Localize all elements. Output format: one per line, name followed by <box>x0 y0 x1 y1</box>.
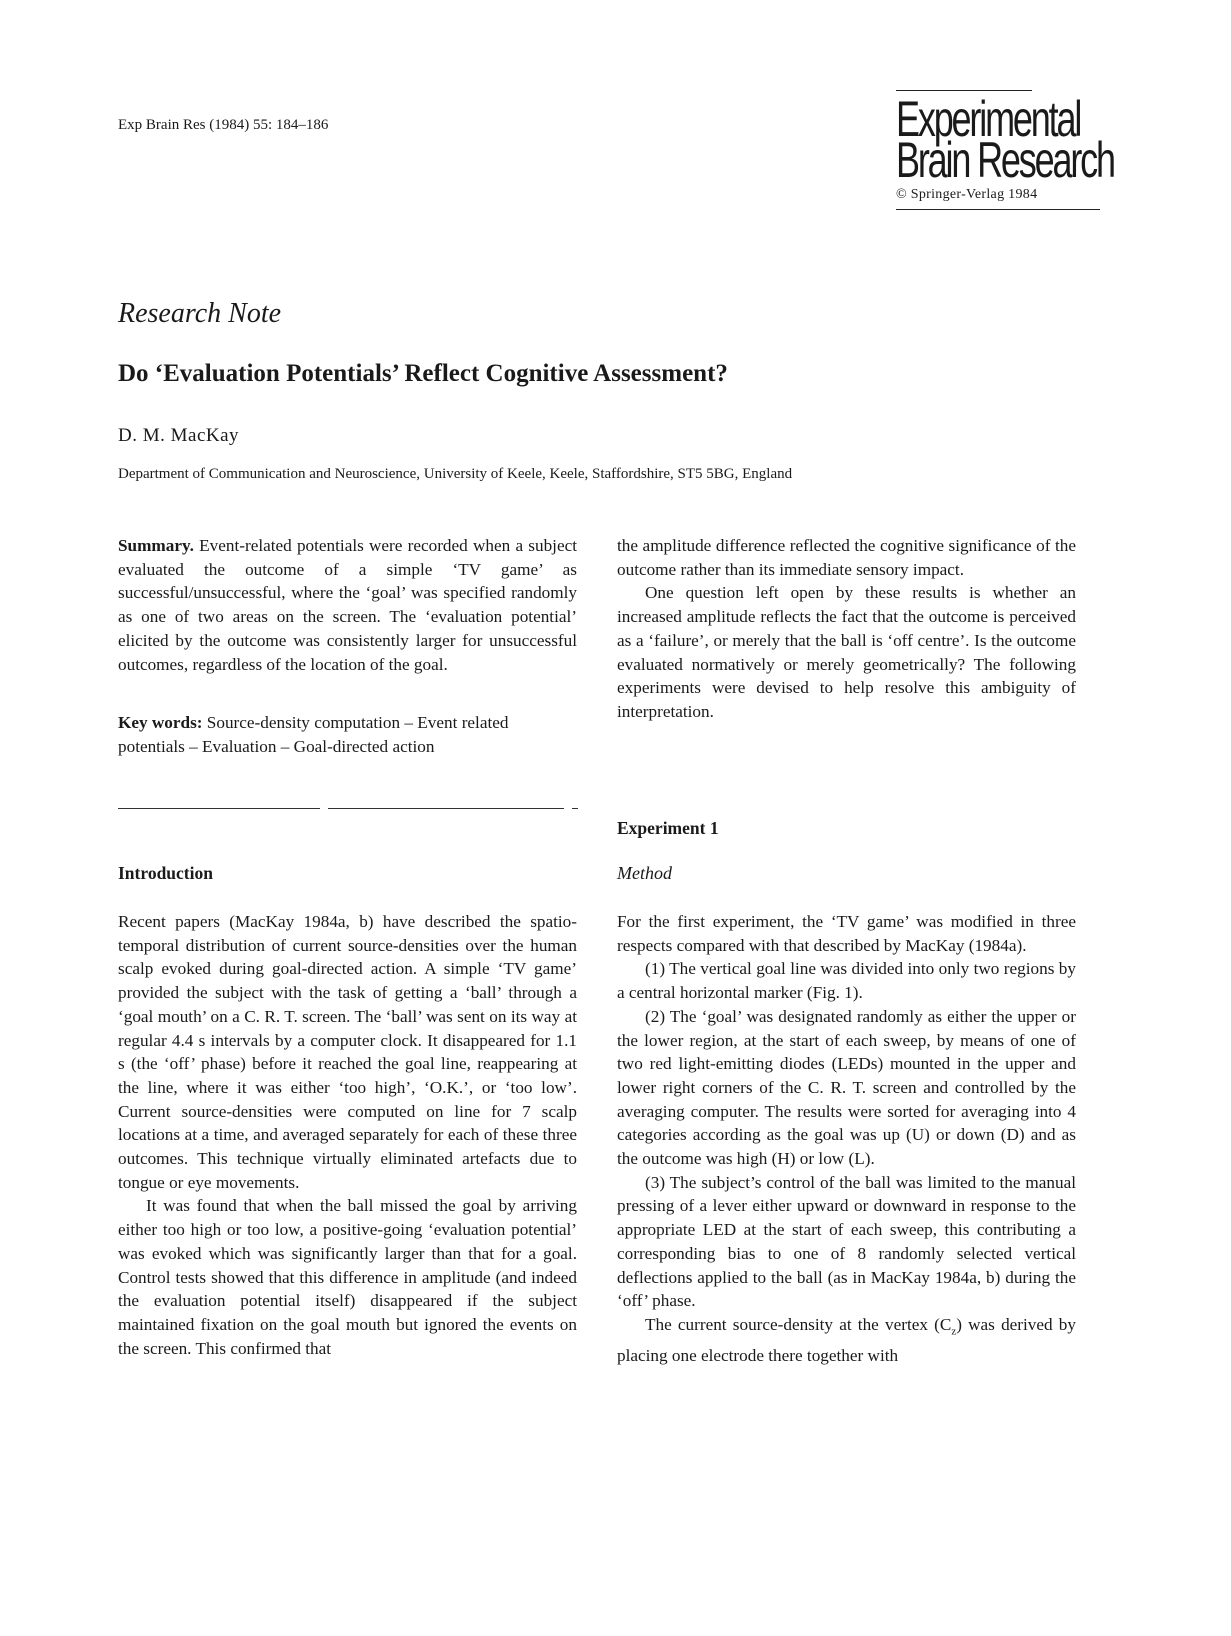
intro-paragraph-1: Recent papers (MacKay 1984a, b) have described the spatio-temporal distribution of current source-densities over the human scalp evoked during goal-directed action. A simple ‘TV game’ provided the subject with the task of getting a ‘ball’ through a ‘goal mouth’ on a C. R. T. screen. The ‘ball’ was sent on its way at regular 4.4 s intervals by a computer clock. It disappeared for 1.1 s (the ‘off’ phase) before it reached the goal line, reappearing at the line, where it was either ‘too high’, ‘O.K.’, or ‘too low’. Current source-densities were computed on line for 7 scalp locations at a time, and averaged separately for each of these three outcomes. This technique virtually eliminated artefacts due to tongue or eye movements. <box>118 912 577 1192</box>
continued-paragraph: the amplitude difference reflected the cognitive significance of the outcome rather than its immediate sensory impact. <box>617 536 1076 579</box>
intro-heading: Introduction <box>118 863 213 883</box>
journal-name-line1: Experimental <box>896 91 1081 147</box>
divider-segment <box>118 808 320 809</box>
method-paragraph-1: For the first experiment, the ‘TV game’ was modified in three respects compared with that described by MacKay (1984a). <box>617 912 1076 955</box>
section-divider <box>118 808 576 812</box>
copyright-notice: © Springer-Verlag 1984 <box>896 187 1038 202</box>
method-paragraph-3: (2) The ‘goal’ was designated randomly as either the upper or the lower region, at the start of each sweep, by means of one of two red light-emitting diodes (LEDs) mounted in the upper and lower right corners of the C. R. T. screen and controlled by the averaging computer. The results were sorted for averaging into 4 categories according as the goal was up (U) or down (D) and as the outcome was high (H) or low (L). <box>617 1006 1076 1169</box>
p5-end: ) was derived by placing one electrode there together with <box>617 1314 1076 1366</box>
keywords-label: Key words: <box>118 713 203 732</box>
p5-subscript: z <box>951 1325 957 1338</box>
p5-start: The current source-density at the vertex (C <box>645 1314 952 1334</box>
experiment1-body <box>617 910 1076 1368</box>
summary-label: Summary. <box>118 536 194 555</box>
article-title: Do ‘Evaluation Potentials’ Reflect Cognitive Assessment? <box>118 360 728 387</box>
right-column-intro-continued <box>617 534 1076 724</box>
open-question-paragraph: One question left open by these results is whether an increased amplitude reflects the fact that the outcome is perceived as a ‘failure’, or merely that the ball is ‘off centre’. Is the outcome evaluated normatively or merely geometrically? The following experiments were devised to help resolve this ambiguity of interpretation. <box>617 583 1076 721</box>
article-type-label: Research Note <box>118 298 282 329</box>
masthead-bottom-rule <box>896 209 1100 210</box>
summary-paragraph <box>118 534 577 676</box>
divider-segment <box>328 808 564 809</box>
journal-name-line2: Brain Research <box>896 132 1114 188</box>
keywords-paragraph <box>118 711 577 758</box>
experiment1-heading: Experiment 1 <box>617 818 719 838</box>
keywords-text: Source-density computation – Event related potentials – Evaluation – Goal-directed action <box>118 713 509 756</box>
summary-text: Event-related potentials were recorded when a subject evaluated the outcome of a simple ‘TV game’ as successful/unsuccessful, where the ‘goal’ was specified randomly as one of two areas on the screen. The ‘evaluation potential’ elicited by the outcome was consistently larger for unsuccessful outcomes, regardless of the location of the goal. <box>118 536 577 674</box>
method-paragraph-4: (3) The subject’s control of the ball was limited to the manual pressing of a lever either upward or downward in response to the appropriate LED at the start of each sweep, this contributing a corresponding bias to one of 8 randomly selected vertical deflections applied to the ball (as in MacKay 1984a, b) during the ‘off’ phase. <box>617 1172 1076 1311</box>
method-paragraph-5 <box>617 1313 1076 1368</box>
journal-citation: Exp Brain Res (1984) 55: 184–186 <box>118 117 329 133</box>
journal-masthead <box>896 90 1114 210</box>
method-paragraph-2: (1) The vertical goal line was divided into only two regions by a central horizontal marker (Fig. 1). <box>617 959 1076 1003</box>
intro-body <box>118 910 577 1360</box>
intro-paragraph-2: It was found that when the ball missed the goal by arriving either too high or too low, a positive-going ‘evaluation potential’ was evoked which was significantly larger than that for a goal. Control tests showed that this difference in amplitude (and indeed the evaluation potential itself) disappeared if the subject maintained fixation on the goal mouth but ignored the events on the screen. This confirmed that <box>118 1196 577 1358</box>
author-affiliation: Department of Communication and Neuroscience, University of Keele, Keele, Staffordshire, ST5 5BG, England <box>118 466 793 482</box>
author-name: D. M. MacKay <box>118 425 240 446</box>
divider-segment <box>572 808 578 809</box>
journal-name-logo <box>896 91 1114 188</box>
method-subheading: Method <box>617 863 672 883</box>
